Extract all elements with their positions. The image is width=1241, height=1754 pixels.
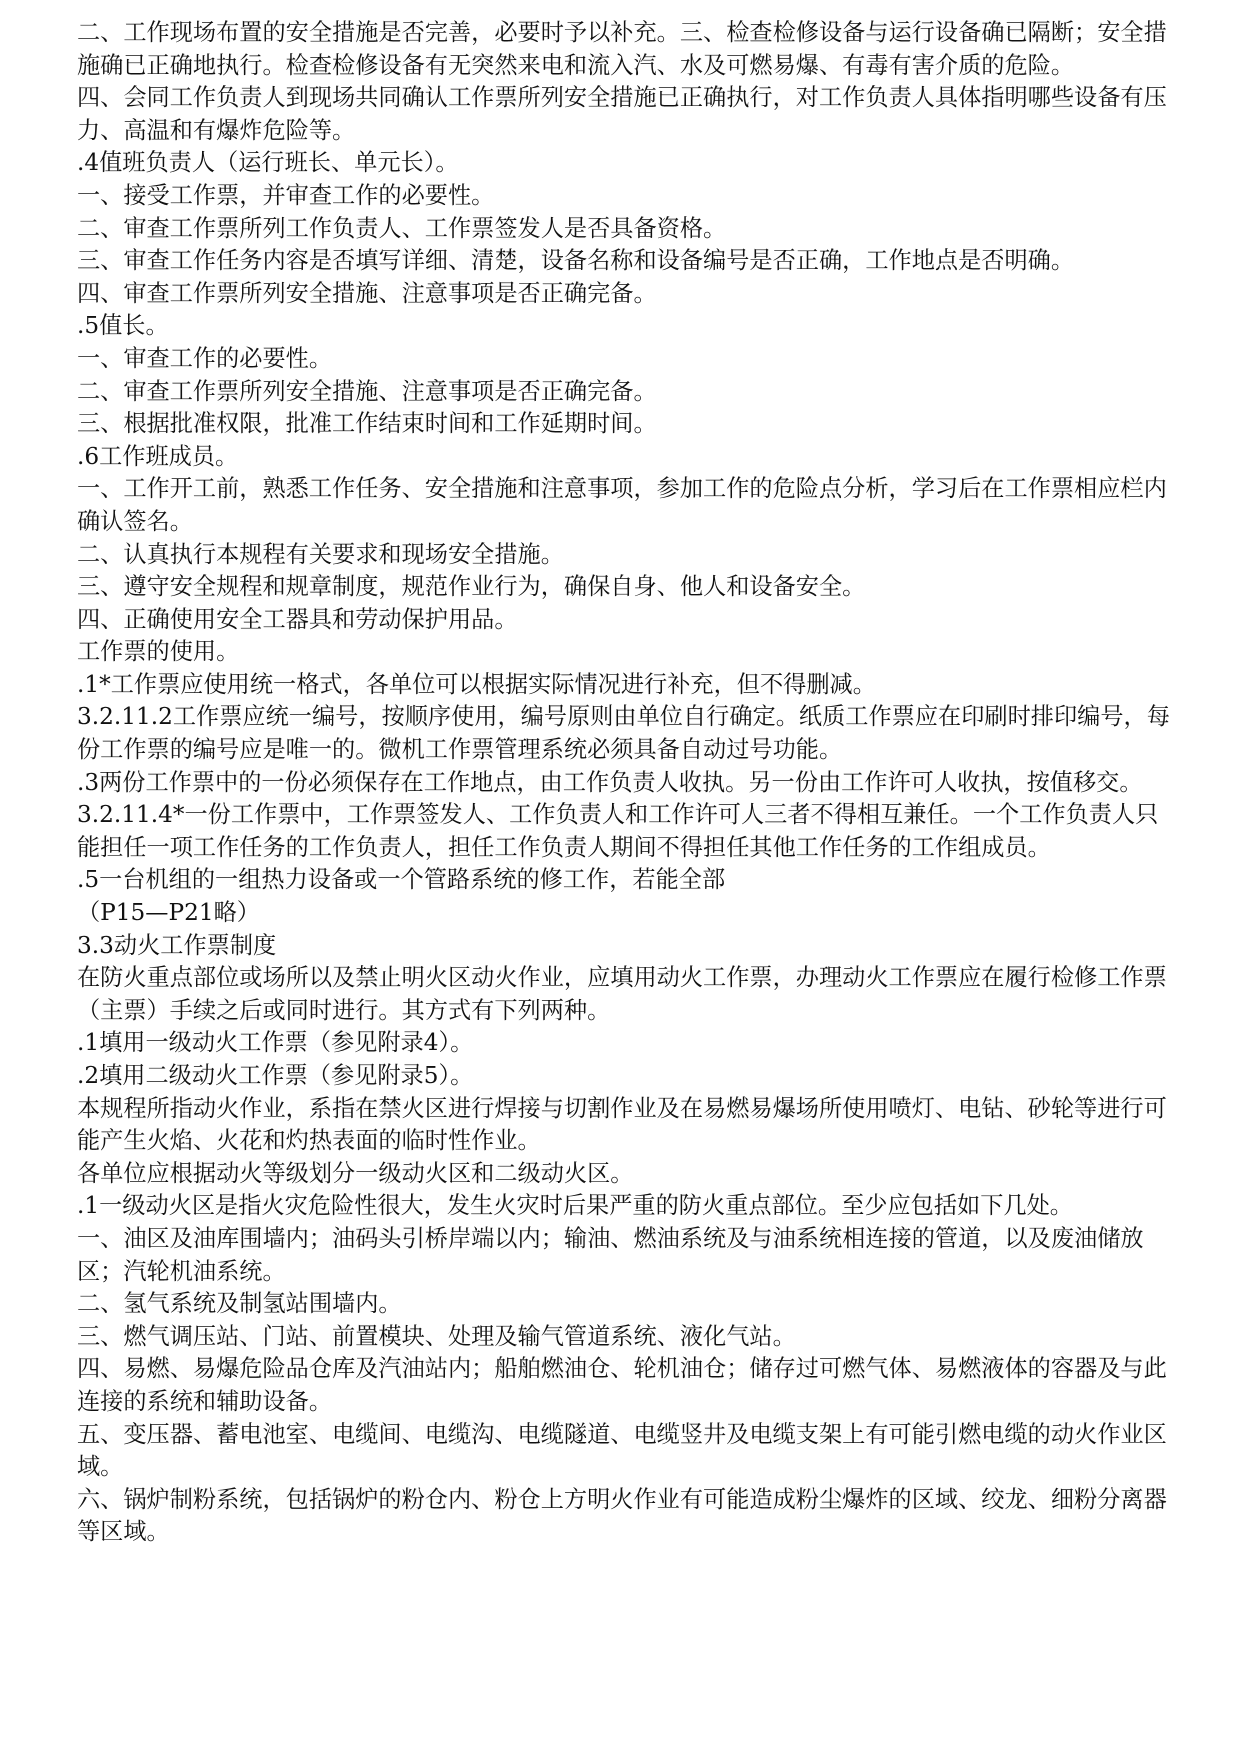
paragraph: 四、审查工作票所列安全措施、注意事项是否正确完备。 [77, 279, 657, 307]
paragraph: 一、油区及油库围墙内；油码头引桥岸端以内；输油、燃油系统及与油系统相连接的管道，以及废油储放区；汽轮机油系统。 [77, 1224, 1144, 1285]
paragraph: 二、工作现场布置的安全措施是否完善，必要时予以补充。三、检查检修设备与运行设备确已隔断；安全措施确已正确地执行。检查检修设备有无突然来电和流入汽、水及可燃易爆、有毒有害介质的危险。 [77, 19, 1167, 79]
paragraph: 四、会同工作负责人到现场共同确认工作票所列安全措施已正确执行，对工作负责人具体指明哪些设备有压力、高温和有爆炸危险等。 [77, 84, 1167, 144]
paragraph: 3.2.11.4*一份工作票中，工作票签发人、工作负责人和工作许可人三者不得相互兼任。一个工作负责人只能担任一项工作任务的工作负责人，担任工作负责人期间不得担任其他工作任务的工作组成员。 [77, 801, 1159, 861]
section-heading: .5值长。 [77, 312, 169, 340]
paragraph: 六、锅炉制粉系统，包括锅炉的粉仓内、粉仓上方明火作业有可能造成粉尘爆炸的区域、绞龙、细粉分离器等区域。 [77, 1485, 1167, 1546]
paragraph: 二、审查工作票所列工作负责人、工作票签发人是否具备资格。 [77, 214, 727, 242]
paragraph: 一、接受工作票，并审查工作的必要性。 [77, 181, 495, 209]
paragraph: 二、氢气系统及制氢站围墙内。 [77, 1290, 402, 1318]
page-omission-note: （P15—P21略） [77, 899, 260, 927]
paragraph: 各单位应根据动火等级划分一级动火区和二级动火区。 [77, 1159, 634, 1187]
paragraph: .5一台机组的一组热力设备或一个管路系统的修工作，若能全部 [77, 866, 726, 894]
section-heading: 工作票的使用。 [77, 638, 240, 666]
paragraph: 一、审查工作的必要性。 [77, 344, 333, 372]
paragraph: .1*工作票应使用统一格式，各单位可以根据实际情况进行补充，但不得删减。 [77, 670, 876, 698]
paragraph: .1一级动火区是指火灾危险性很大，发生火灾时后果严重的防火重点部位。至少应包括如下几处。 [77, 1192, 1073, 1220]
paragraph: 三、审查工作任务内容是否填写详细、清楚，设备名称和设备编号是否正确，工作地点是否明确。 [77, 247, 1075, 275]
section-heading: 3.3动火工作票制度 [77, 931, 277, 959]
paragraph: 三、根据批准权限，批准工作结束时间和工作延期时间。 [77, 410, 657, 438]
paragraph: 四、正确使用安全工器具和劳动保护用品。 [77, 605, 518, 633]
paragraph: 本规程所指动火作业，系指在禁火区进行焊接与切割作业及在易燃易爆场所使用喷灯、电钻、砂轮等进行可能产生火焰、火花和灼热表面的临时性作业。 [77, 1094, 1167, 1155]
paragraph: .3两份工作票中的一份必须保存在工作地点，由工作负责人收执。另一份由工作许可人收执，按值移交。 [77, 768, 1143, 796]
paragraph: 四、易燃、易爆危险品仓库及汽油站内；船舶燃油仓、轮机油仓；储存过可燃气体、易燃液体的容器及与此连接的系统和辅助设备。 [77, 1355, 1167, 1415]
paragraph: 3.2.11.2工作票应统一编号，按顺序使用，编号原则由单位自行确定。纸质工作票应在印刷时排印编号，每份工作票的编号应是唯一的。微机工作票管理系统必须具备自动过号功能。 [77, 703, 1170, 764]
document-page [77, 17, 1177, 1549]
paragraph: 三、燃气调压站、门站、前置模块、处理及输气管道系统、液化气站。 [77, 1322, 796, 1350]
paragraph: 二、认真执行本规程有关要求和现场安全措施。 [77, 540, 564, 568]
section-heading: .6工作班成员。 [77, 442, 239, 470]
section-heading: .4值班负责人（运行班长、单元长）。 [77, 149, 459, 177]
paragraph: 在防火重点部位或场所以及禁止明火区动火作业，应填用动火工作票，办理动火工作票应在履行检修工作票（主票）手续之后或同时进行。其方式有下列两种。 [77, 964, 1167, 1024]
paragraph: 三、遵守安全规程和规章制度，规范作业行为，确保自身、他人和设备安全。 [77, 573, 866, 601]
paragraph: 二、审查工作票所列安全措施、注意事项是否正确完备。 [77, 377, 657, 405]
paragraph: 五、变压器、蓄电池室、电缆间、电缆沟、电缆隧道、电缆竖井及电缆支架上有可能引燃电缆的动火作业区域。 [77, 1420, 1167, 1481]
paragraph: 一、工作开工前，熟悉工作任务、安全措施和注意事项，参加工作的危险点分析，学习后在工作票相应栏内确认签名。 [77, 475, 1167, 535]
paragraph: .1填用一级动火工作票（参见附录4）。 [77, 1029, 474, 1057]
paragraph: .2填用二级动火工作票（参见附录5）。 [77, 1062, 474, 1089]
